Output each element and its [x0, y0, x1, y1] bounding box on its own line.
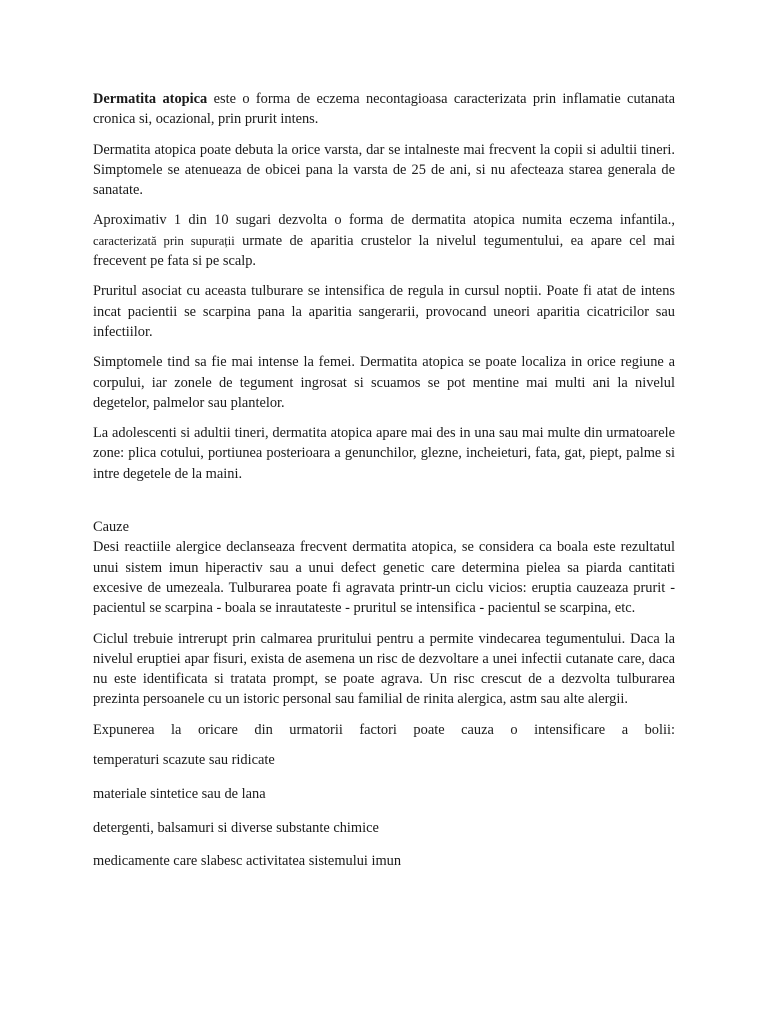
onset-paragraph: Dermatita atopica poate debuta la orice varsta, dar se intalneste mai frecvent la copii si adultii tineri. Simptomele se atenueaza de obicei pana la varsta de 25 de ani, si nu afecteaza starea generala de sanatate. — [93, 141, 675, 199]
cycle-text: Ciclul trebuie intrerupt prin calmarea pruritului pentru a permite vindecarea tegumentului. Daca la nivelul eruptiei apar fisuri, exista de asemena un risc de dezvoltare a unei infectii cutanate care, daca nu este identificata si tratata prompt, se poate agrava. — [93, 630, 675, 688]
risk-text: Un risc crescut de a dezvolta tulburarea prezinta persoanele cu un istoric personal sau familial de rinita alergica, astm sau alte alergii. — [93, 671, 675, 708]
section-gap — [93, 494, 675, 517]
infant-text-start: Aproximativ 1 din 10 sugari dezvolta o forma de dermatita atopica numita eczema infantila., — [93, 212, 675, 229]
document-page — [93, 89, 675, 885]
intro-paragraph — [93, 89, 675, 130]
exposure-paragraph: Expunerea la oricare din urmatorii factori poate cauza o intensificare a bolii: — [93, 721, 675, 738]
intro-term: Dermatita atopica — [93, 91, 208, 107]
infant-text-small: caracterizată prin supurații — [93, 233, 235, 248]
itch-paragraph: Pruritul asociat cu aceasta tulburare se intensifica de regula in cursul noptii. Poate fi atat de intens incat pacientii se scarpina pana la aparitia sangerarii, provocand uneori aparitia cicatricilor sau infectiilor. — [93, 283, 675, 340]
list-item: temperaturi scazute sau ridicate — [93, 752, 275, 769]
list-item: detergenti, balsamuri si diverse substante chimice — [93, 819, 379, 836]
infant-text-end: urmate de aparitia crustelor la nivelul tegumentului, ea apare cel mai frecevent pe fata si pe scalp. — [93, 232, 675, 270]
cycle-paragraph — [93, 629, 675, 710]
infant-paragraph — [93, 210, 675, 271]
intro-text: este o forma de eczema necontagioasa caracterizata prin inflamatie cutanata cronica si, ocazional, prin prurit intens. — [93, 91, 675, 128]
list-item: materiale sintetice sau de lana — [93, 785, 266, 802]
list-item: medicamente care slabesc activitatea sistemului imun — [93, 853, 402, 870]
women-paragraph: Simptomele tind sa fie mai intense la femei. Dermatita atopica se poate localiza in orice regiune a corpului, iar zonele de tegument ingrosat si scuamos se pot mentine mai multi ani la nivelul degetelor, palmelor sau plantelor. — [93, 354, 675, 411]
causes-paragraph: Desi reactiile alergice declanseaza frecvent dermatita atopica, se considera ca boala este rezultatul unui sistem imun hiperactiv sau a unui defect genetic care determina pielea sa piarda cantitati excesive de umezeala. Tulburarea poate fi agravata printr-un ciclu vicios: eruptia cauzeaza prurit - pacientul se scarpina - boala se inrautateste - pruritul se intensifica - pacientul se scarpina, etc. — [93, 539, 675, 617]
factors-list — [93, 750, 675, 872]
adolescents-paragraph: La adolescenti si adultii tineri, dermatita atopica apare mai des in una sau mai multe din urmatoarele zone: plica cotului, portiunea posterioara a genunchilor, glezne, incheieturi, fata, gat, piept, palme si intre degetele de la maini. — [93, 425, 675, 482]
causes-heading: Cauze — [93, 519, 129, 536]
